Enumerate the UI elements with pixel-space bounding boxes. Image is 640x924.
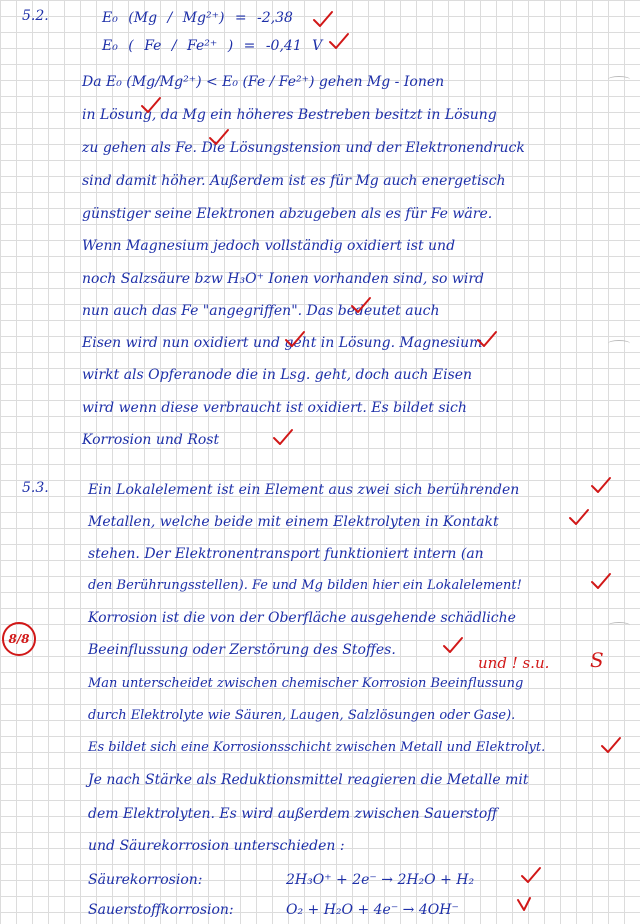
- binder-hole-top: [608, 76, 630, 83]
- s52-line-11: wird wenn diese verbraucht ist oxidiert. Es bildet sich: [82, 400, 467, 416]
- insert-note: und ! s.u.: [478, 654, 550, 672]
- binder-hole-low: [608, 622, 630, 629]
- check-mark-icon: [442, 636, 464, 654]
- check-mark-icon: [272, 428, 294, 446]
- s52-line-8: nun auch das Fe "angegriffen". Das bedeutet auch: [82, 303, 440, 319]
- s52-line-2: in Lösung, da Mg ein höheres Bestreben besitzt in Lösung: [82, 107, 497, 123]
- underlined-lokalelement: [128, 500, 224, 516]
- s52-line-3: zu gehen als Fe. Die Lösungstension und der Elektronendruck: [82, 140, 525, 156]
- s52-line-4: sind damit höher. Außerdem ist es für Mg auch energetisch: [82, 173, 506, 189]
- check-mark-icon: [516, 896, 538, 914]
- reaction-equation-oxygen: O₂ + H₂O + 4e⁻ → 4OH⁻: [286, 902, 459, 918]
- check-mark-icon: [476, 330, 498, 348]
- s53-line-7: Man unterscheidet zwischen chemischer Korrosion Beeinflussung: [88, 676, 524, 691]
- s52-line-7: noch Salzsäure bzw H₃O⁺ Ionen vorhanden sind, so wird: [82, 271, 485, 287]
- s52-line-5: günstiger seine Elektronen abzugeben als es für Fe wäre.: [82, 206, 493, 222]
- s52-line-1: Da E₀ (Mg/Mg²⁺) < E₀ (Fe / Fe²⁺) gehen Mg - Ionen: [82, 74, 445, 90]
- section-mark: S: [590, 648, 604, 672]
- check-mark-icon: [140, 96, 162, 114]
- section-number-5-3: 5.3.: [22, 480, 49, 496]
- binder-hole-mid: [608, 340, 630, 347]
- check-mark-icon: [520, 866, 542, 884]
- check-mark-icon: [590, 476, 612, 494]
- underlined-korrosion: [88, 628, 157, 644]
- check-mark-icon: [568, 508, 590, 526]
- reaction-label-oxygen: Sauerstoffkorrosion:: [88, 902, 234, 918]
- s53-line-10: Je nach Stärke als Reduktionsmittel reagieren die Metalle mit: [88, 772, 529, 788]
- reaction-label-acid: Säurekorrosion:: [88, 872, 203, 888]
- s53-line-6: Beeinflussung oder Zerstörung des Stoffes.: [88, 642, 396, 658]
- equation-mg: E₀ (Mg / Mg²⁺) = -2,38: [102, 10, 293, 26]
- s53-line-1: Ein Lokalelement ist ein Element aus zwei sich berührenden: [88, 482, 520, 498]
- s53-line-8: durch Elektrolyte wie Säuren, Laugen, Salzlösungen oder Gase).: [88, 708, 516, 723]
- score-badge: 8/8: [2, 622, 36, 656]
- check-mark-icon: [284, 330, 306, 348]
- s53-line-4: den Berührungsstellen). Fe und Mg bilden hier ein Lokalelement!: [88, 578, 522, 593]
- check-mark-icon: [590, 572, 612, 590]
- check-mark-icon: [208, 128, 230, 146]
- s52-line-12: Korrosion und Rost: [82, 432, 220, 448]
- s53-line-2: Metallen, welche beide mit einem Elektrolyten in Kontakt: [88, 514, 499, 530]
- s53-line-11: dem Elektrolyten. Es wird außerdem zwischen Sauerstoff: [88, 806, 498, 822]
- check-mark-icon: [312, 10, 334, 28]
- check-mark-icon: [328, 32, 350, 50]
- equation-fe: E₀ ( Fe / Fe²⁺ ) = -0,41 V: [102, 38, 323, 54]
- underlined-chemischer: [328, 692, 404, 707]
- check-mark-icon: [600, 736, 622, 754]
- s52-line-9: Eisen wird nun oxidiert und geht in Lösung. Magnesium: [82, 335, 483, 351]
- check-mark-icon: [350, 296, 372, 314]
- s52-line-6: Wenn Magnesium jedoch vollständig oxidiert ist und: [82, 238, 456, 254]
- s53-line-12: und Säurekorrosion unterschieden :: [88, 838, 345, 854]
- s52-line-10: wirkt als Opferanode die in Lsg. geht, doch auch Eisen: [82, 367, 473, 383]
- section-number-5-2: 5.2.: [22, 8, 49, 24]
- s53-line-9: Es bildet sich eine Korrosionsschicht zwischen Metall und Elektrolyt.: [88, 740, 546, 755]
- s53-line-3: stehen. Der Elektronentransport funktioniert intern (an: [88, 546, 484, 562]
- s53-line-5: Korrosion ist die von der Oberfläche ausgehende schädliche: [88, 610, 516, 626]
- reaction-equation-acid: 2H₃O⁺ + 2e⁻ → 2H₂O + H₂: [286, 872, 475, 888]
